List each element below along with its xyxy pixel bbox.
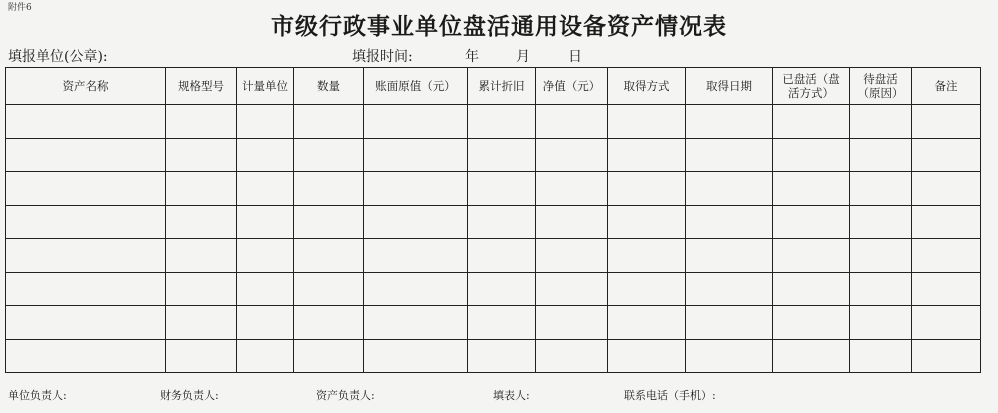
unit-head-label: 单位负责人:: [8, 389, 67, 402]
table-cell[interactable]: [364, 105, 468, 139]
table-row: [6, 339, 981, 373]
table-row: [6, 105, 981, 139]
asset-table: [5, 67, 981, 373]
table-cell[interactable]: [912, 339, 981, 373]
table-row: [6, 239, 981, 273]
table-cell[interactable]: [536, 205, 608, 239]
table-cell[interactable]: [237, 138, 294, 172]
table-cell[interactable]: [773, 239, 850, 273]
table-cell[interactable]: [237, 272, 294, 306]
table-cell[interactable]: [294, 105, 364, 139]
col-depreciation: 累计折旧: [468, 68, 536, 105]
table-cell[interactable]: [536, 138, 608, 172]
table-cell[interactable]: [364, 339, 468, 373]
table-row: [6, 205, 981, 239]
table-cell[interactable]: [294, 272, 364, 306]
table-cell[interactable]: [166, 172, 237, 206]
table-cell[interactable]: [6, 105, 166, 139]
table-cell[interactable]: [608, 306, 686, 340]
table-cell[interactable]: [468, 172, 536, 206]
table-cell[interactable]: [912, 172, 981, 206]
table-cell[interactable]: [237, 239, 294, 273]
table-cell[interactable]: [468, 105, 536, 139]
month-label: 月: [516, 49, 530, 65]
table-row: [6, 306, 981, 340]
table-cell[interactable]: [850, 205, 912, 239]
table-cell[interactable]: [608, 339, 686, 373]
table-cell[interactable]: [686, 172, 773, 206]
table-cell[interactable]: [166, 339, 237, 373]
table-cell[interactable]: [912, 205, 981, 239]
page-title: 市级行政事业单位盘活通用设备资产情况表: [271, 13, 727, 40]
table-cell[interactable]: [850, 272, 912, 306]
table-cell[interactable]: [468, 306, 536, 340]
col-acquire-method: 取得方式: [608, 68, 686, 105]
table-cell[interactable]: [468, 205, 536, 239]
table-cell[interactable]: [364, 172, 468, 206]
col-net-value: 净值（元）: [536, 68, 608, 105]
table-cell[interactable]: [608, 172, 686, 206]
table-row: [6, 138, 981, 172]
table-cell[interactable]: [608, 205, 686, 239]
table-cell[interactable]: [850, 306, 912, 340]
table-cell[interactable]: [237, 172, 294, 206]
table-cell[interactable]: [166, 105, 237, 139]
asset-head-label: 资产负责人:: [316, 389, 375, 402]
table-cell[interactable]: [773, 138, 850, 172]
table-cell[interactable]: [6, 272, 166, 306]
table-cell[interactable]: [364, 239, 468, 273]
table-cell[interactable]: [294, 205, 364, 239]
attachment-label: 附件6: [8, 3, 32, 13]
table-cell[interactable]: [6, 339, 166, 373]
table-cell[interactable]: [536, 306, 608, 340]
reporting-unit-label: 填报单位(公章):: [8, 49, 108, 65]
table-header-row: [6, 68, 981, 105]
col-remarks: 备注: [912, 68, 981, 105]
table-cell[interactable]: [850, 138, 912, 172]
table-cell[interactable]: [608, 138, 686, 172]
table-cell[interactable]: [166, 205, 237, 239]
table-row: [6, 172, 981, 206]
table-cell[interactable]: [364, 306, 468, 340]
table-cell[interactable]: [773, 205, 850, 239]
table-cell[interactable]: [536, 172, 608, 206]
table-cell[interactable]: [468, 138, 536, 172]
table-body: [6, 105, 981, 373]
table-cell[interactable]: [237, 306, 294, 340]
table-cell[interactable]: [294, 138, 364, 172]
col-quantity: 数量: [294, 68, 364, 105]
table-row: [6, 272, 981, 306]
table-cell[interactable]: [912, 306, 981, 340]
table-cell[interactable]: [6, 205, 166, 239]
col-unit: 计量单位: [237, 68, 294, 105]
col-book-value: 账面原值（元）: [364, 68, 468, 105]
table-cell[interactable]: [237, 339, 294, 373]
table-cell[interactable]: [850, 172, 912, 206]
table-cell[interactable]: [912, 239, 981, 273]
col-pending: 待盘活（原因）: [850, 68, 912, 105]
table-cell[interactable]: [608, 105, 686, 139]
table-cell[interactable]: [686, 105, 773, 139]
table-cell[interactable]: [536, 105, 608, 139]
table-cell[interactable]: [364, 138, 468, 172]
col-spec-model: 规格型号: [166, 68, 237, 105]
table-cell[interactable]: [850, 239, 912, 273]
table-cell[interactable]: [536, 339, 608, 373]
table-cell[interactable]: [364, 272, 468, 306]
table-cell[interactable]: [6, 138, 166, 172]
col-acquire-date: 取得日期: [686, 68, 773, 105]
table-cell[interactable]: [912, 272, 981, 306]
reporting-time-label: 填报时间:: [352, 49, 413, 65]
table-cell[interactable]: [237, 205, 294, 239]
table-cell[interactable]: [166, 138, 237, 172]
table-cell[interactable]: [6, 172, 166, 206]
table-cell[interactable]: [850, 339, 912, 373]
table-cell[interactable]: [773, 339, 850, 373]
table-cell[interactable]: [608, 272, 686, 306]
table-cell[interactable]: [686, 306, 773, 340]
table-cell[interactable]: [686, 339, 773, 373]
phone-label: 联系电话（手机）:: [624, 389, 716, 402]
col-revitalized: 已盘活（盘活方式）: [773, 68, 850, 105]
finance-head-label: 财务负责人:: [160, 389, 219, 402]
year-label: 年: [465, 49, 479, 65]
table-cell[interactable]: [468, 239, 536, 273]
table-cell[interactable]: [6, 239, 166, 273]
table-cell[interactable]: [912, 138, 981, 172]
table-cell[interactable]: [294, 239, 364, 273]
table-cell[interactable]: [773, 172, 850, 206]
table-cell[interactable]: [294, 172, 364, 206]
table-cell[interactable]: [364, 205, 468, 239]
table-cell[interactable]: [294, 339, 364, 373]
table-cell[interactable]: [686, 205, 773, 239]
table-cell[interactable]: [536, 272, 608, 306]
table-cell[interactable]: [166, 306, 237, 340]
table-cell[interactable]: [608, 239, 686, 273]
table-cell[interactable]: [166, 239, 237, 273]
table-cell[interactable]: [773, 306, 850, 340]
table-cell[interactable]: [294, 306, 364, 340]
table-cell[interactable]: [166, 272, 237, 306]
table-cell[interactable]: [850, 105, 912, 139]
table-cell[interactable]: [912, 105, 981, 139]
table-cell[interactable]: [686, 138, 773, 172]
table-cell[interactable]: [686, 239, 773, 273]
filler-label: 填表人:: [493, 389, 530, 402]
table-cell[interactable]: [536, 239, 608, 273]
table-cell[interactable]: [468, 339, 536, 373]
col-asset-name: 资产名称: [6, 68, 166, 105]
day-label: 日: [568, 49, 582, 65]
table-cell[interactable]: [686, 272, 773, 306]
table-cell[interactable]: [6, 306, 166, 340]
table-cell[interactable]: [468, 272, 536, 306]
table-cell[interactable]: [773, 272, 850, 306]
table-cell[interactable]: [773, 105, 850, 139]
table-cell[interactable]: [237, 105, 294, 139]
